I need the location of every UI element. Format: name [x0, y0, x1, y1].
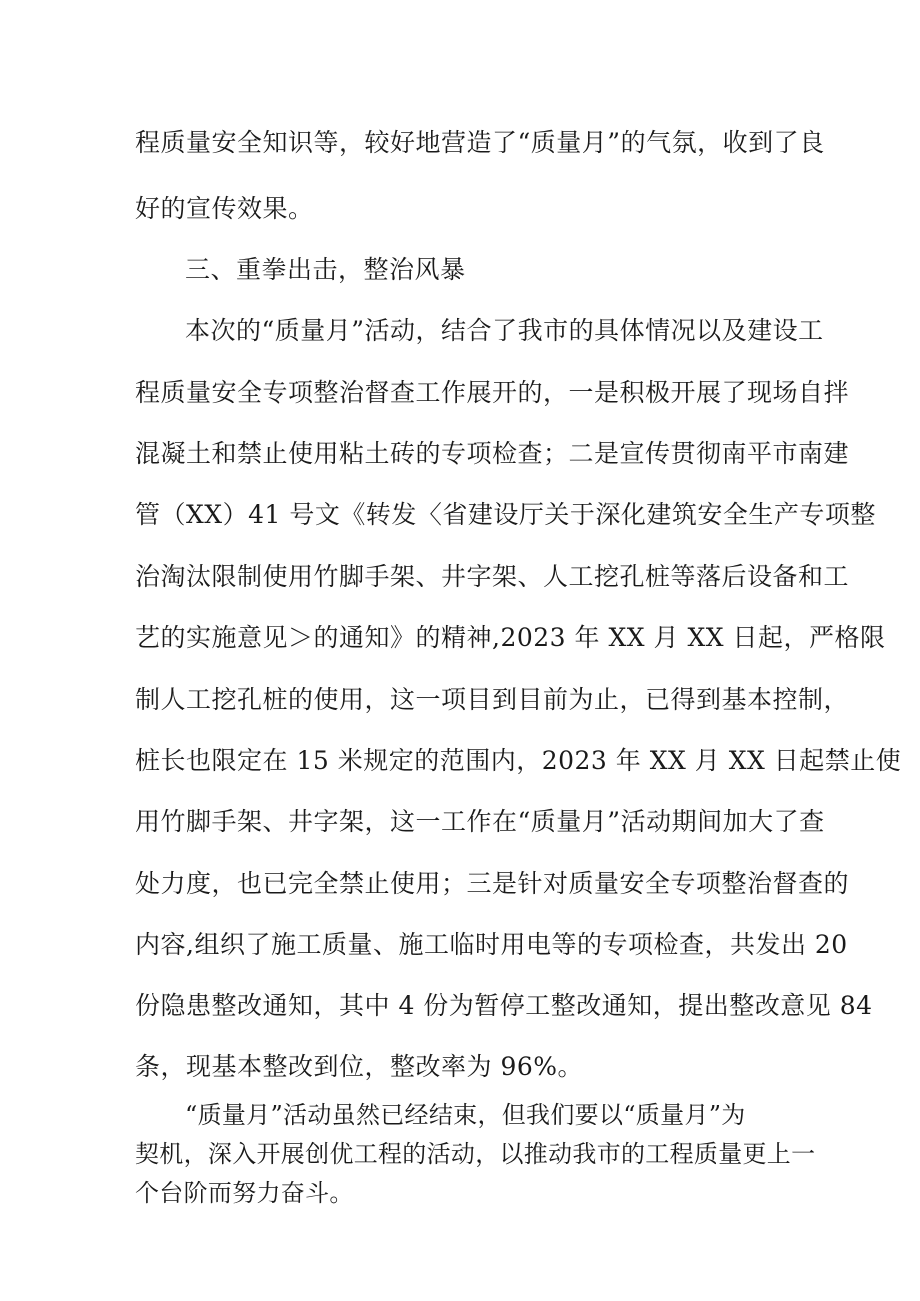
paragraph-2-line-12: 份隐患整改通知，其中 4 份为暂停工整改通知，提出整改意见 84: [135, 991, 873, 1020]
section-heading-3: 三、重拳出击，整治风暴: [185, 255, 466, 284]
paragraph-2-line-6: 艺的实施意见＞的通知》的精神,2023 年 XX 月 XX 日起，严格限: [135, 623, 886, 652]
paragraph-2-line-10: 处力度，也已完全禁止使用；三是针对质量安全专项整治督查的: [135, 869, 850, 898]
paragraph-3-line-2: 契机，深入开展创优工程的活动，以推动我市的工程质量更上一: [135, 1140, 816, 1168]
paragraph-1-line-1: 程质量安全知识等，较好地营造了“质量月”的气氛，收到了良: [135, 128, 825, 157]
paragraph-1-line-2: 好的宣传效果。: [135, 194, 314, 223]
paragraph-2-line-1: 本次的“质量月”活动，结合了我市的具体情况以及建设工: [185, 316, 824, 345]
paragraph-2-line-7: 制人工挖孔桩的使用，这一项目到目前为止，已得到基本控制，: [135, 685, 850, 714]
paragraph-2-line-4: 管（XX）41 号文《转发〈省建设厅关于深化建筑安全生产专项整: [135, 500, 876, 529]
paragraph-2-line-5: 治淘汰限制使用竹脚手架、井字架、人工挖孔桩等落后设备和工: [135, 562, 850, 591]
paragraph-3-line-1: “质量月”活动虽然已经结束，但我们要以“质量月”为: [185, 1101, 746, 1129]
paragraph-2-line-11: 内容,组织了施工质量、施工临时用电等的专项检查，共发出 20: [135, 930, 848, 959]
paragraph-2-line-2: 程质量安全专项整治督查工作展开的，一是积极开展了现场自拌: [135, 378, 850, 407]
paragraph-2-line-9: 用竹脚手架、井字架，这一工作在“质量月”活动期间加大了查: [135, 807, 825, 836]
paragraph-2-line-13: 条，现基本整改到位，整改率为 96%。: [135, 1052, 584, 1081]
paragraph-2-line-3: 混凝土和禁止使用粘土砖的专项检查；二是宣传贯彻南平市南建: [135, 439, 850, 468]
paragraph-3-line-3: 个台阶而努力奋斗。: [135, 1179, 354, 1207]
paragraph-2-line-8: 桩长也限定在 15 米规定的范围内，2023 年 XX 月 XX 日起禁止使: [135, 746, 902, 775]
